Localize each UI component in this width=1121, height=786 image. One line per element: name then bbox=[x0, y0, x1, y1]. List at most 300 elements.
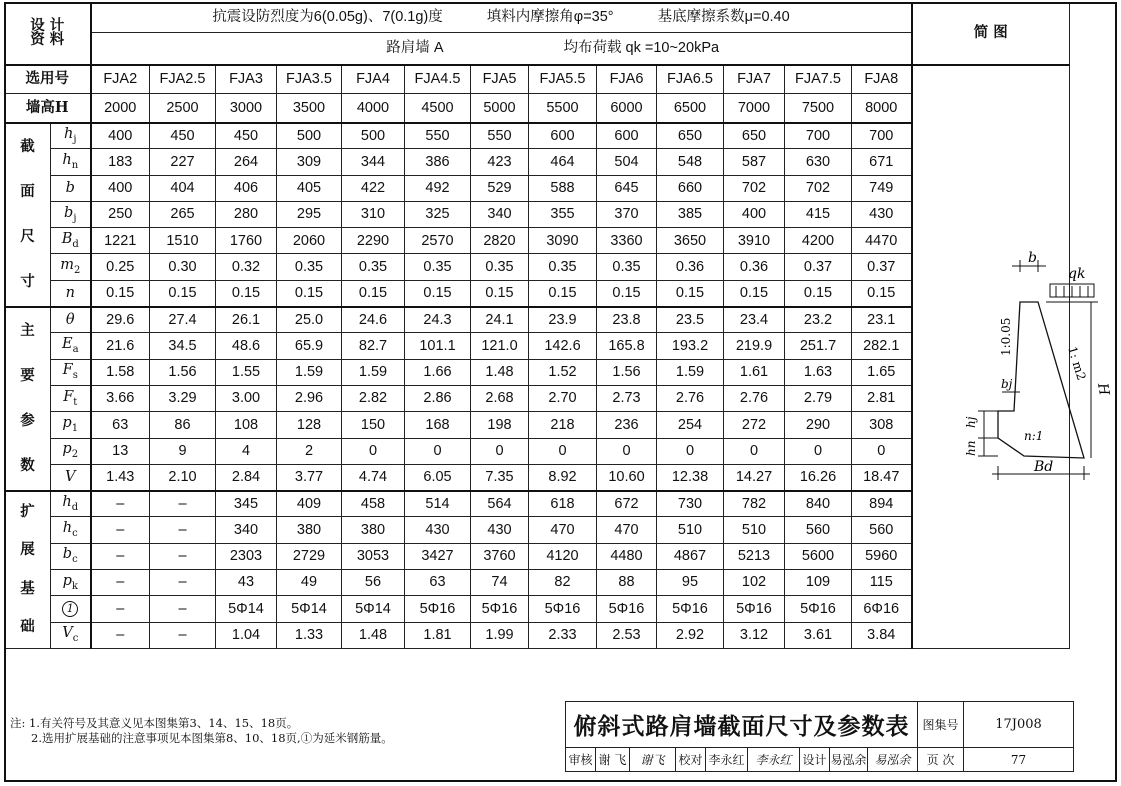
value-cell: 458 bbox=[342, 491, 405, 517]
group-label-char: 础 bbox=[20, 618, 35, 636]
value-cell: 0.35 bbox=[405, 254, 471, 280]
value-cell: 510 bbox=[657, 517, 724, 543]
value-cell: 142.6 bbox=[529, 333, 597, 359]
value-cell: 400 bbox=[91, 123, 150, 149]
height-row-label-text: 墙高H bbox=[25, 98, 69, 116]
symbol-sub: t bbox=[73, 396, 78, 408]
value-cell: 2 bbox=[277, 438, 342, 464]
value-cell: – bbox=[91, 543, 150, 569]
load-arrows bbox=[1046, 286, 1098, 302]
value-cell: 0.37 bbox=[785, 254, 852, 280]
group-label bbox=[5, 491, 51, 649]
value-cell: – bbox=[91, 596, 150, 622]
value-cell: 749 bbox=[852, 175, 912, 201]
value-cell: 702 bbox=[724, 175, 785, 201]
group-label-char: 截 bbox=[20, 137, 35, 155]
group-label bbox=[5, 123, 51, 307]
n-ratio-label: n:1 bbox=[1024, 429, 1044, 443]
value-cell: 82.7 bbox=[342, 333, 405, 359]
value-cell: 2.84 bbox=[216, 464, 277, 490]
symbol-sub: s bbox=[72, 370, 78, 382]
value-cell: – bbox=[150, 622, 216, 648]
value-cell: 0.35 bbox=[529, 254, 597, 280]
value-cell: 2.76 bbox=[724, 385, 785, 411]
value-cell: 309 bbox=[277, 149, 342, 175]
symbol-main: m bbox=[60, 257, 74, 274]
value-cell: 2.81 bbox=[852, 385, 912, 411]
value-cell: 0.15 bbox=[785, 280, 852, 306]
value-cell: 2.86 bbox=[405, 385, 471, 411]
param-symbol bbox=[51, 438, 91, 464]
group-label-char: 尺 bbox=[20, 227, 35, 245]
value-cell: 23.4 bbox=[724, 307, 785, 333]
symbol-main: V bbox=[65, 469, 76, 485]
wall-load-row bbox=[91, 33, 912, 65]
value-cell: 4470 bbox=[852, 228, 912, 254]
height-row-label bbox=[5, 94, 91, 123]
value-cell: 6.05 bbox=[405, 464, 471, 490]
symbol-sub: j bbox=[73, 133, 77, 145]
value-cell: 0.15 bbox=[342, 280, 405, 306]
value-cell: 8.92 bbox=[529, 464, 597, 490]
symbol-main: h bbox=[62, 152, 72, 168]
model-cell: FJA7 bbox=[724, 65, 785, 94]
value-cell: 34.5 bbox=[150, 333, 216, 359]
designer-signature: 易泓余 bbox=[868, 748, 918, 772]
reviewer-name: 谢 飞 bbox=[596, 748, 630, 772]
value-cell: 272 bbox=[724, 412, 785, 438]
param-symbol bbox=[51, 280, 91, 306]
value-cell: 23.1 bbox=[852, 307, 912, 333]
value-cell: 550 bbox=[471, 123, 529, 149]
param-symbol bbox=[51, 123, 91, 149]
review-label: 审核 bbox=[566, 748, 596, 772]
group-label-char: 扩 bbox=[20, 502, 35, 520]
value-cell: 385 bbox=[657, 201, 724, 227]
value-cell: 430 bbox=[471, 517, 529, 543]
value-cell: 5Φ16 bbox=[529, 596, 597, 622]
value-cell: 700 bbox=[785, 123, 852, 149]
value-cell: 5213 bbox=[724, 543, 785, 569]
designer-name: 易泓余 bbox=[830, 748, 868, 772]
value-cell: 0.35 bbox=[597, 254, 657, 280]
param-symbol bbox=[51, 570, 91, 596]
param-symbol bbox=[51, 412, 91, 438]
value-cell: 405 bbox=[277, 175, 342, 201]
value-cell: 7.35 bbox=[471, 464, 529, 490]
value-cell: 2060 bbox=[277, 228, 342, 254]
value-cell: 0.15 bbox=[597, 280, 657, 306]
value-cell: 0 bbox=[597, 438, 657, 464]
symbol-main: h bbox=[62, 520, 73, 537]
value-cell: 587 bbox=[724, 149, 785, 175]
symbol-sub: c bbox=[72, 554, 78, 566]
model-cell: FJA2 bbox=[91, 65, 150, 94]
value-cell: 700 bbox=[852, 123, 912, 149]
slope-left-label: 1:0.05 bbox=[999, 317, 1013, 356]
value-cell: 2.79 bbox=[785, 385, 852, 411]
symbol-sub: c bbox=[72, 528, 78, 540]
value-cell: 423 bbox=[471, 149, 529, 175]
value-cell: 325 bbox=[405, 201, 471, 227]
height-cell: 4500 bbox=[405, 94, 471, 123]
value-cell: 23.9 bbox=[529, 307, 597, 333]
title-block bbox=[565, 701, 1074, 772]
design-data-label-line1: 设 计 bbox=[30, 16, 65, 34]
value-cell: 95 bbox=[657, 570, 724, 596]
param-symbol bbox=[51, 543, 91, 569]
page-number: 77 bbox=[964, 748, 1074, 772]
model-row-label: 选用号 bbox=[5, 65, 91, 94]
symbol-main: h bbox=[64, 125, 74, 142]
value-cell: 5Φ14 bbox=[216, 596, 277, 622]
value-cell: 0.35 bbox=[471, 254, 529, 280]
page-label: 页 次 bbox=[918, 748, 964, 772]
value-cell: 1.66 bbox=[405, 359, 471, 385]
height-cell: 3500 bbox=[277, 94, 342, 123]
value-cell: 128 bbox=[277, 412, 342, 438]
value-cell: 290 bbox=[785, 412, 852, 438]
value-cell: 0.15 bbox=[724, 280, 785, 306]
value-cell: 1.43 bbox=[91, 464, 150, 490]
value-cell: 464 bbox=[529, 149, 597, 175]
height-cell: 2500 bbox=[150, 94, 216, 123]
group-label-char: 寸 bbox=[20, 272, 35, 290]
symbol-sub: d bbox=[71, 502, 79, 513]
value-cell: 165.8 bbox=[597, 333, 657, 359]
value-cell: 0 bbox=[657, 438, 724, 464]
value-cell: 1.04 bbox=[216, 622, 277, 648]
value-cell: 730 bbox=[657, 491, 724, 517]
value-cell: 2290 bbox=[342, 228, 405, 254]
checker-name: 李永红 bbox=[706, 748, 748, 772]
value-cell: 400 bbox=[724, 201, 785, 227]
check-label: 校对 bbox=[676, 748, 706, 772]
value-cell: 0.15 bbox=[216, 280, 277, 306]
value-cell: 345 bbox=[216, 491, 277, 517]
value-cell: 514 bbox=[405, 491, 471, 517]
value-cell: 6Φ16 bbox=[852, 596, 912, 622]
group-label bbox=[5, 307, 51, 491]
value-cell: 1.59 bbox=[657, 359, 724, 385]
symbol-main: p bbox=[62, 572, 72, 589]
height-cell: 7500 bbox=[785, 94, 852, 123]
value-cell: 782 bbox=[724, 491, 785, 517]
value-cell: – bbox=[150, 596, 216, 622]
footer-area bbox=[4, 686, 1118, 782]
value-cell: 2.96 bbox=[277, 385, 342, 411]
base-friction-text: 基底摩擦系数μ=0.40 bbox=[657, 9, 790, 26]
value-cell: 2.53 bbox=[597, 622, 657, 648]
value-cell: 3.61 bbox=[785, 622, 852, 648]
value-cell: 2729 bbox=[277, 543, 342, 569]
value-cell: 386 bbox=[405, 149, 471, 175]
value-cell: 254 bbox=[657, 412, 724, 438]
height-cell: 2000 bbox=[91, 94, 150, 123]
height-cell: 7000 bbox=[724, 94, 785, 123]
value-cell: 26.1 bbox=[216, 307, 277, 333]
value-cell: 23.8 bbox=[597, 307, 657, 333]
note-1: 注: 1.有关符号及其意义见本图集第3、14、15、18页。 bbox=[10, 716, 299, 730]
group-label-char: 要 bbox=[20, 366, 35, 384]
wall-name: 路肩墙 A bbox=[386, 40, 444, 56]
value-cell: 5Φ16 bbox=[405, 596, 471, 622]
value-cell: 63 bbox=[91, 412, 150, 438]
value-cell: 1.61 bbox=[724, 359, 785, 385]
value-cell: 251.7 bbox=[785, 333, 852, 359]
value-cell: 3090 bbox=[529, 228, 597, 254]
circle-one-symbol: 1 bbox=[62, 601, 78, 617]
value-cell: 23.2 bbox=[785, 307, 852, 333]
value-cell: 492 bbox=[405, 175, 471, 201]
atlas-label: 图集号 bbox=[918, 702, 964, 748]
model-cell: FJA5.5 bbox=[529, 65, 597, 94]
value-cell: 2.68 bbox=[471, 385, 529, 411]
symbol-main: b bbox=[62, 546, 73, 563]
design-conditions-row bbox=[91, 3, 912, 33]
symbol-main: F bbox=[63, 388, 74, 405]
height-cell: 3000 bbox=[216, 94, 277, 123]
sheet-title: 俯斜式路肩墙截面尺寸及参数表 bbox=[566, 702, 918, 748]
value-cell: 280 bbox=[216, 201, 277, 227]
value-cell: 0.15 bbox=[471, 280, 529, 306]
value-cell: 102 bbox=[724, 570, 785, 596]
value-cell: 4480 bbox=[597, 543, 657, 569]
model-cell: FJA4 bbox=[342, 65, 405, 94]
value-cell: 550 bbox=[405, 123, 471, 149]
value-cell: 227 bbox=[150, 149, 216, 175]
value-cell: 560 bbox=[785, 517, 852, 543]
value-cell: 1221 bbox=[91, 228, 150, 254]
value-cell: 1510 bbox=[150, 228, 216, 254]
h-label: H bbox=[1094, 381, 1112, 397]
value-cell: 840 bbox=[785, 491, 852, 517]
hj-label: hj bbox=[964, 416, 978, 428]
height-cell: 4000 bbox=[342, 94, 405, 123]
value-cell: 48.6 bbox=[216, 333, 277, 359]
value-cell: 5Φ14 bbox=[277, 596, 342, 622]
value-cell: 282.1 bbox=[852, 333, 912, 359]
value-cell: 219.9 bbox=[724, 333, 785, 359]
value-cell: 630 bbox=[785, 149, 852, 175]
design-label: 设计 bbox=[800, 748, 830, 772]
value-cell: 5600 bbox=[785, 543, 852, 569]
height-cell: 5500 bbox=[529, 94, 597, 123]
symbol-main: n bbox=[65, 284, 75, 301]
atlas-number: 17J008 bbox=[964, 702, 1074, 748]
symbol-main: b bbox=[64, 204, 74, 221]
value-cell: 24.1 bbox=[471, 307, 529, 333]
symbol-sub: 1 bbox=[71, 422, 79, 434]
hj-hn-dimension bbox=[978, 411, 1014, 456]
value-cell: 2.33 bbox=[529, 622, 597, 648]
value-cell: 168 bbox=[405, 412, 471, 438]
value-cell: 13 bbox=[91, 438, 150, 464]
value-cell: 0.30 bbox=[150, 254, 216, 280]
value-cell: 406 bbox=[216, 175, 277, 201]
value-cell: 645 bbox=[597, 175, 657, 201]
param-symbol bbox=[51, 596, 91, 622]
value-cell: 3760 bbox=[471, 543, 529, 569]
value-cell: 5Φ16 bbox=[724, 596, 785, 622]
value-cell: 0.15 bbox=[91, 280, 150, 306]
value-cell: 355 bbox=[529, 201, 597, 227]
param-symbol bbox=[51, 517, 91, 543]
value-cell: 3053 bbox=[342, 543, 405, 569]
value-cell: 380 bbox=[342, 517, 405, 543]
value-cell: 660 bbox=[657, 175, 724, 201]
value-cell: 3.77 bbox=[277, 464, 342, 490]
value-cell: 74 bbox=[471, 570, 529, 596]
slope-right-label: 1: m2 bbox=[1065, 344, 1089, 382]
value-cell: 24.6 bbox=[342, 307, 405, 333]
symbol-main: V bbox=[62, 625, 73, 642]
value-cell: 4867 bbox=[657, 543, 724, 569]
value-cell: 2570 bbox=[405, 228, 471, 254]
value-cell: 650 bbox=[657, 123, 724, 149]
value-cell: 1.99 bbox=[471, 622, 529, 648]
bj-label: bj bbox=[1001, 377, 1013, 391]
value-cell: 5Φ14 bbox=[342, 596, 405, 622]
value-cell: 650 bbox=[724, 123, 785, 149]
height-cell: 6500 bbox=[657, 94, 724, 123]
value-cell: 2.82 bbox=[342, 385, 405, 411]
value-cell: 3910 bbox=[724, 228, 785, 254]
value-cell: 2.73 bbox=[597, 385, 657, 411]
symbol-sub: a bbox=[72, 343, 79, 355]
value-cell: 370 bbox=[597, 201, 657, 227]
group-label-char: 主 bbox=[20, 321, 35, 339]
value-cell: 500 bbox=[342, 123, 405, 149]
symbol-main: p bbox=[62, 441, 72, 458]
value-cell: 0 bbox=[405, 438, 471, 464]
symbol-main: B bbox=[61, 230, 73, 247]
value-cell: 504 bbox=[597, 149, 657, 175]
param-symbol bbox=[51, 201, 91, 227]
value-cell: 86 bbox=[150, 412, 216, 438]
value-cell: 500 bbox=[277, 123, 342, 149]
wall-section-sketch bbox=[958, 66, 1118, 686]
value-cell: 1.55 bbox=[216, 359, 277, 385]
param-symbol bbox=[51, 175, 91, 201]
value-cell: 0.15 bbox=[852, 280, 912, 306]
value-cell: 14.27 bbox=[724, 464, 785, 490]
model-cell: FJA5 bbox=[471, 65, 529, 94]
symbol-sub: 2 bbox=[71, 449, 79, 461]
value-cell: 0 bbox=[724, 438, 785, 464]
value-cell: 0.15 bbox=[277, 280, 342, 306]
value-cell: 4.74 bbox=[342, 464, 405, 490]
value-cell: 9 bbox=[150, 438, 216, 464]
height-cell: 6000 bbox=[597, 94, 657, 123]
value-cell: 236 bbox=[597, 412, 657, 438]
value-cell: – bbox=[150, 517, 216, 543]
group-label-char: 基 bbox=[20, 579, 35, 597]
param-symbol bbox=[51, 491, 91, 517]
value-cell: 5960 bbox=[852, 543, 912, 569]
value-cell: 308 bbox=[852, 412, 912, 438]
param-symbol bbox=[51, 149, 91, 175]
param-symbol bbox=[51, 464, 91, 490]
bd-label: Bd bbox=[1034, 459, 1054, 475]
value-cell: 0.37 bbox=[852, 254, 912, 280]
value-cell: 1.56 bbox=[597, 359, 657, 385]
value-cell: 25.0 bbox=[277, 307, 342, 333]
value-cell: 450 bbox=[150, 123, 216, 149]
value-cell: 183 bbox=[91, 149, 150, 175]
symbol-main: F bbox=[62, 362, 73, 379]
value-cell: 193.2 bbox=[657, 333, 724, 359]
value-cell: 121.0 bbox=[471, 333, 529, 359]
symbol-main: E bbox=[61, 336, 73, 353]
value-cell: 430 bbox=[405, 517, 471, 543]
value-cell: 3.29 bbox=[150, 385, 216, 411]
value-cell: 43 bbox=[216, 570, 277, 596]
notes bbox=[10, 716, 393, 746]
symbol-sub: j bbox=[73, 212, 77, 224]
value-cell: 340 bbox=[471, 201, 529, 227]
value-cell: 218 bbox=[529, 412, 597, 438]
value-cell: 101.1 bbox=[405, 333, 471, 359]
value-cell: 1.33 bbox=[277, 622, 342, 648]
model-cell: FJA4.5 bbox=[405, 65, 471, 94]
value-cell: 2820 bbox=[471, 228, 529, 254]
value-cell: 109 bbox=[785, 570, 852, 596]
value-cell: 0.15 bbox=[657, 280, 724, 306]
qk-label: qk bbox=[1068, 266, 1086, 282]
height-cell: 5000 bbox=[471, 94, 529, 123]
value-cell: 894 bbox=[852, 491, 912, 517]
value-cell: 0.36 bbox=[657, 254, 724, 280]
param-symbol bbox=[51, 622, 91, 648]
param-symbol bbox=[51, 359, 91, 385]
friction-text: 填料内摩擦角φ=35° bbox=[486, 9, 614, 26]
value-cell: – bbox=[91, 491, 150, 517]
value-cell: 430 bbox=[852, 201, 912, 227]
value-cell: 0.15 bbox=[405, 280, 471, 306]
value-cell: 10.60 bbox=[597, 464, 657, 490]
value-cell: 618 bbox=[529, 491, 597, 517]
value-cell: – bbox=[91, 622, 150, 648]
value-cell: 0.25 bbox=[91, 254, 150, 280]
value-cell: 600 bbox=[529, 123, 597, 149]
model-cell: FJA8 bbox=[852, 65, 912, 94]
symbol-sub: n bbox=[71, 159, 79, 171]
value-cell: 115 bbox=[852, 570, 912, 596]
value-cell: 0.36 bbox=[724, 254, 785, 280]
value-cell: 0.35 bbox=[277, 254, 342, 280]
value-cell: 600 bbox=[597, 123, 657, 149]
model-cell: FJA3 bbox=[216, 65, 277, 94]
value-cell: 1.48 bbox=[471, 359, 529, 385]
value-cell: 12.38 bbox=[657, 464, 724, 490]
value-cell: 1.81 bbox=[405, 622, 471, 648]
value-cell: 27.4 bbox=[150, 307, 216, 333]
value-cell: 404 bbox=[150, 175, 216, 201]
note-2: 2.选用扩展基础的注意事项见本图集第8、10、18页,①为延米钢筋量。 bbox=[31, 731, 393, 745]
value-cell: 0.15 bbox=[529, 280, 597, 306]
value-cell: 82 bbox=[529, 570, 597, 596]
value-cell: 470 bbox=[529, 517, 597, 543]
value-cell: 3427 bbox=[405, 543, 471, 569]
value-cell: 1.65 bbox=[852, 359, 912, 385]
group-label-char: 展 bbox=[20, 541, 35, 559]
value-cell: 264 bbox=[216, 149, 277, 175]
value-cell: 1.58 bbox=[91, 359, 150, 385]
value-cell: 529 bbox=[471, 175, 529, 201]
group-label-char: 数 bbox=[20, 456, 35, 474]
value-cell: 671 bbox=[852, 149, 912, 175]
